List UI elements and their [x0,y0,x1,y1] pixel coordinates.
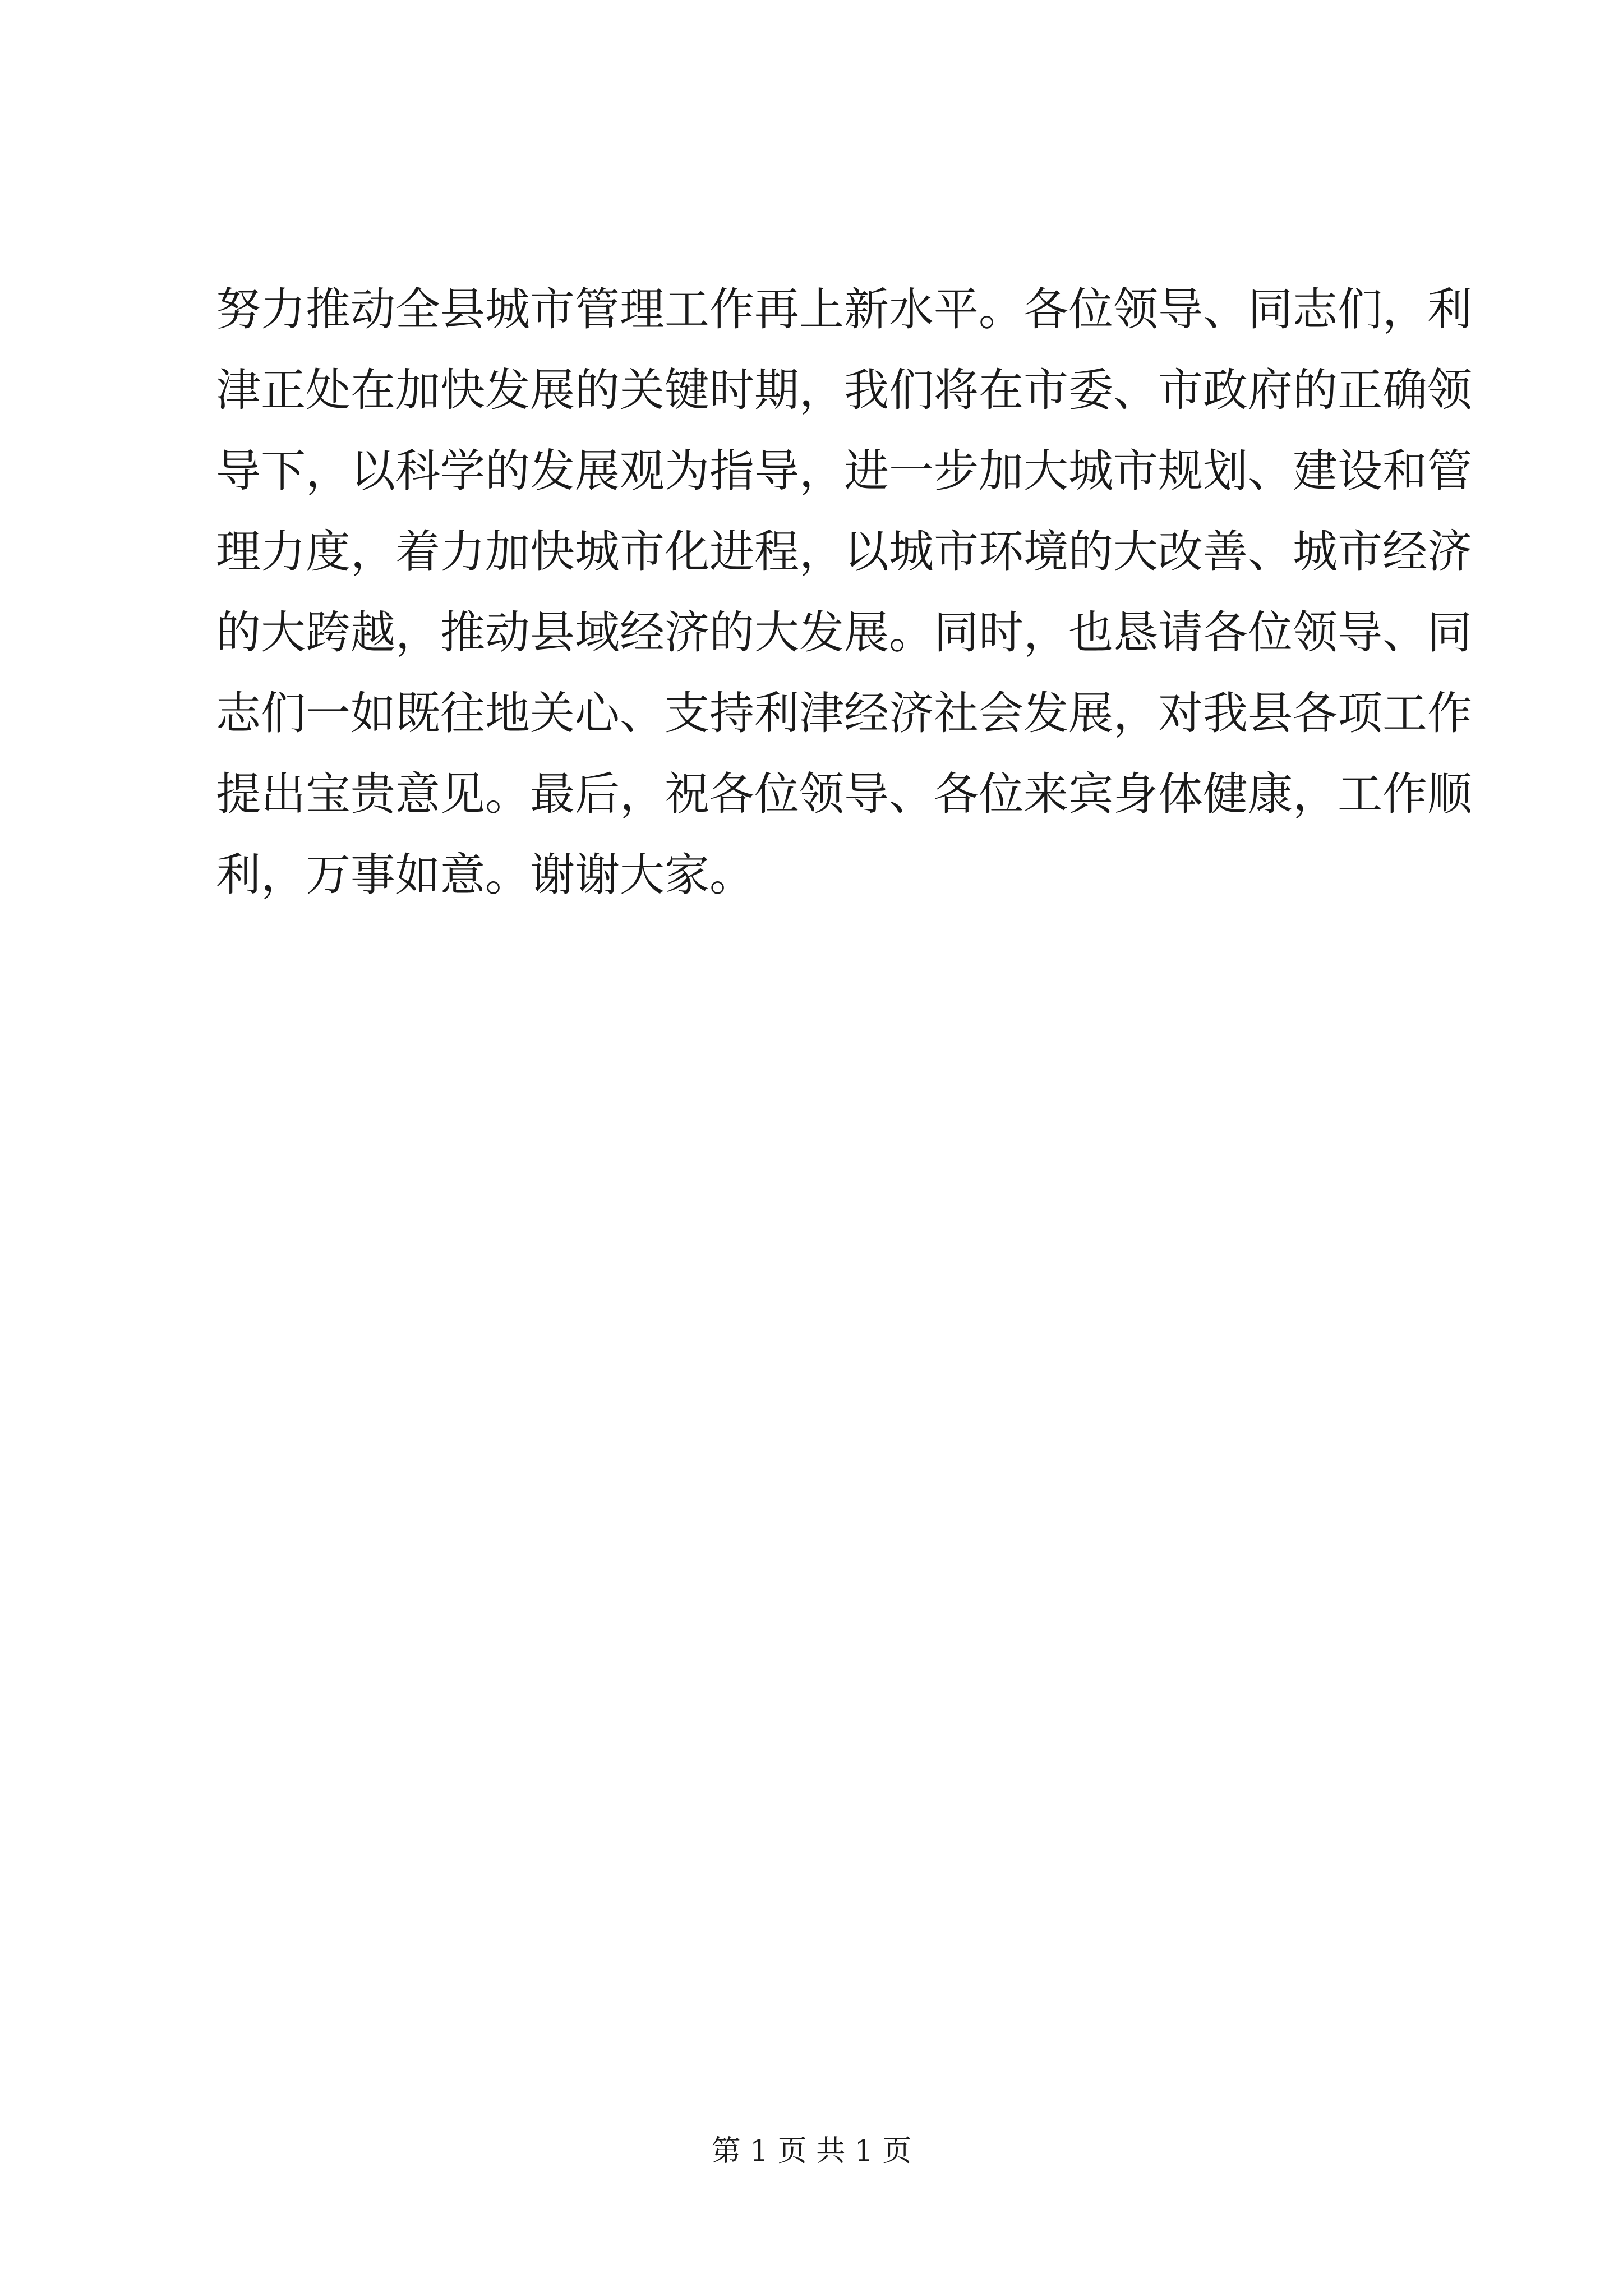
paragraph-line: 志们一如既往地关心、支持利津经济社会发展，对我县各项工作 [216,687,1472,739]
paragraph-line: 努力推动全县城市管理工作再上新水平。各位领导、同志们，利 [216,283,1472,335]
paragraph-line: 的大跨越，推动县域经济的大发展。同时，也恳请各位领导、同 [216,606,1472,659]
page-number-label: 第 1 页 共 1 页 [711,2134,912,2168]
paragraph-line: 理力度，着力加快城市化进程，以城市环境的大改善、城市经济 [216,526,1472,578]
paragraph-line: 津正处在加快发展的关键时期，我们将在市委、市政府的正确领 [216,364,1472,416]
page-footer [0,2132,1623,2171]
paragraph-line: 提出宝贵意见。最后，祝各位领导、各位来宾身体健康，工作顺 [216,768,1472,820]
paragraph-line: 利，万事如意。谢谢大家。 [216,849,754,901]
paragraph-line: 导下，以科学的发展观为指导，进一步加大城市规划、建设和管 [216,445,1472,497]
body-paragraph [216,269,1472,915]
